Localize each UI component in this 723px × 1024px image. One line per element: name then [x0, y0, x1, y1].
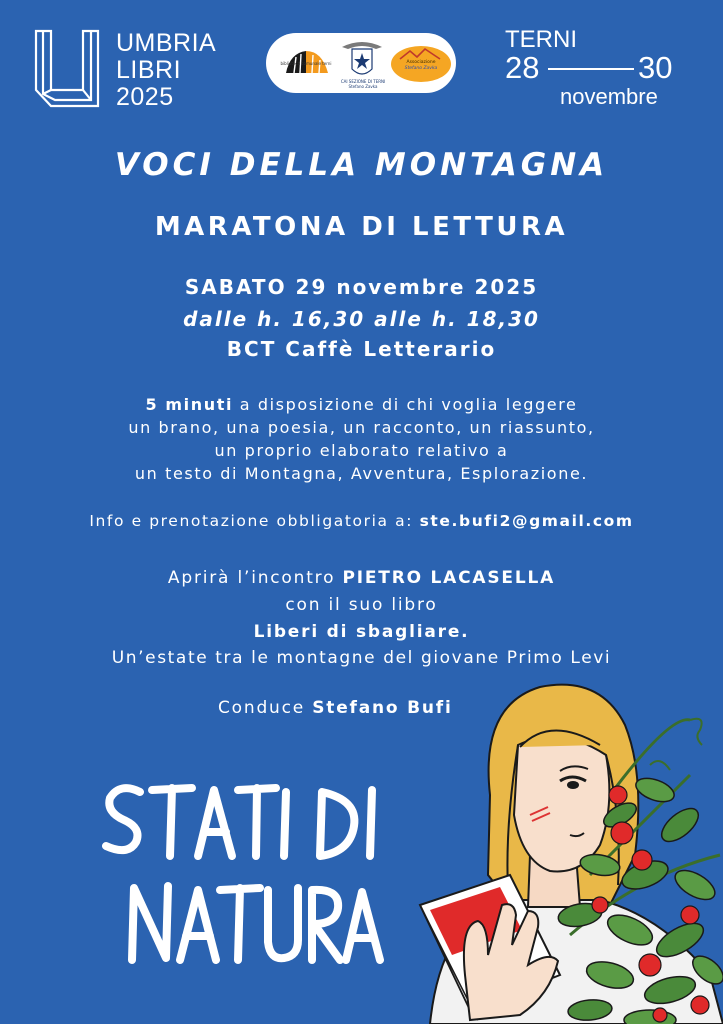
- cai-logo-line-2: Stefano Zavka: [348, 84, 378, 89]
- umbria-libri-u-icon: [33, 28, 101, 110]
- face-shape: [514, 737, 609, 871]
- opening-author: PIETRO LACASELLA: [342, 568, 556, 588]
- wordmark-line-1: UMBRIA: [116, 29, 217, 57]
- book-title: Liberi di sbagliare.: [253, 622, 470, 642]
- wordmark-line-3: 2025: [116, 83, 174, 111]
- month-label: novembre: [560, 84, 658, 109]
- event-place: BCT Caffè Letterario: [226, 337, 497, 361]
- zavka-logo-line-1: Associazione: [406, 60, 436, 65]
- book-subtitle: Un’estate tra le montagne del giovane Primo Levi: [111, 648, 612, 668]
- description-line-1: [0, 395, 723, 414]
- description-highlight: 5 minuti: [145, 395, 234, 414]
- stati-di-natura-lettering: [100, 760, 400, 980]
- start-day: 28: [505, 50, 540, 85]
- event-date: SABATO 29 novembre 2025: [184, 275, 539, 299]
- opening-line: [0, 568, 723, 588]
- info-label: Info e prenotazione obbligatoria a:: [89, 512, 420, 530]
- sponsor-logos: [266, 33, 456, 93]
- opening-label: Aprirà l’incontro: [167, 568, 343, 588]
- event-subtitle: MARATONA DI LETTURA: [154, 212, 569, 242]
- cai-logo-line-1: CAI SEZIONE DI TERNI: [340, 79, 386, 84]
- end-day: 30: [638, 50, 673, 85]
- wordmark-line-2: LIBRI: [116, 56, 182, 84]
- description-line-2: un brano, una poesia, un racconto, un riassunto,: [128, 418, 595, 437]
- info-line: [0, 512, 723, 530]
- umbria-libri-wordmark: [116, 30, 216, 111]
- event-hours: dalle h. 16,30 alle h. 18,30: [183, 307, 540, 331]
- date-range-divider: [548, 68, 634, 70]
- description-line-1-rest: a disposizione di chi voglia leggere: [233, 395, 578, 414]
- biblioteca-logo-text: biblioteca comunale terni: [280, 61, 332, 66]
- opening-with-book: con il suo libro: [285, 595, 438, 615]
- city-name: TERNI: [505, 26, 577, 53]
- zavka-logo-line-2: Stefano Zavka: [404, 66, 438, 71]
- description-line-3: un proprio elaborato relativo a: [214, 441, 509, 460]
- host-label: Conduce: [218, 698, 313, 718]
- event-title: VOCI DELLA MONTAGNA: [114, 147, 609, 183]
- contact-email: ste.bufi2@gmail.com: [419, 512, 634, 530]
- host-name: Stefano Bufi: [312, 698, 453, 718]
- girl-with-book-illustration: [410, 675, 723, 1024]
- description-line-4: un testo di Montagna, Avventura, Esplorazione.: [134, 464, 589, 483]
